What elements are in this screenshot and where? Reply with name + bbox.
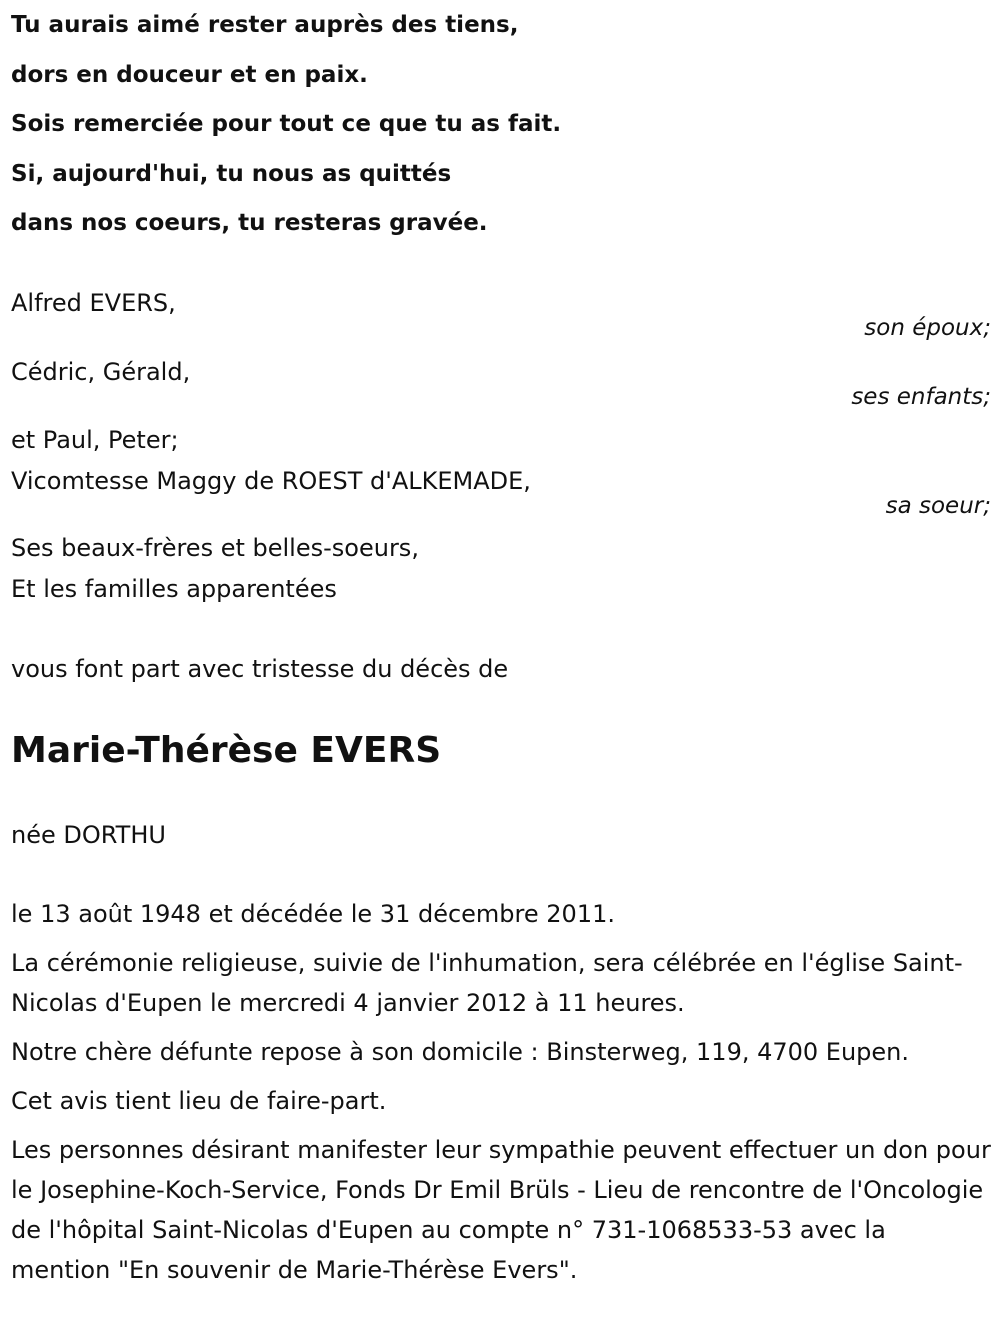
poem-line-4: Si, aujourd'hui, tu nous as quittés xyxy=(11,160,452,187)
ceremony-paragraph: La cérémonie religieuse, suivie de l'inhumation, sera célébrée en l'église Saint-Nicolas d'Eupen le mercredi 4 janvier 2012 à 11 heures. xyxy=(11,948,963,1017)
sister-role: sa soeur; xyxy=(885,492,991,519)
obituary-page xyxy=(11,0,991,1290)
maiden-name: née DORTHU xyxy=(11,820,166,849)
notice-paragraph: Cet avis tient lieu de faire-part. xyxy=(11,1086,387,1115)
domicile-paragraph: Notre chère défunte repose à son domicile : Binsterweg, 119, 4700 Eupen. xyxy=(11,1037,910,1066)
dates-paragraph: le 13 août 1948 et décédée le 31 décembre 2011. xyxy=(11,899,615,928)
sister-name: Vicomtesse Maggy de ROEST d'ALKEMADE, xyxy=(11,466,531,495)
spouse-role: son époux; xyxy=(864,314,991,341)
poem-line-3: Sois remerciée pour tout ce que tu as fait. xyxy=(11,111,562,137)
spouse-name: Alfred EVERS, xyxy=(11,288,176,317)
relatives: Et les familles apparentées xyxy=(11,574,337,603)
family-section xyxy=(11,283,991,610)
children-role: ses enfants; xyxy=(851,383,991,410)
poem-verse xyxy=(11,1,991,249)
poem-line-1: Tu aurais aimé rester auprès des tiens, xyxy=(11,12,519,38)
poem-line-5: dans nos coeurs, tu resteras gravée. xyxy=(11,210,488,236)
in-laws: Ses beaux-frères et belles-soeurs, xyxy=(11,533,419,562)
grandchildren-names: et Paul, Peter; xyxy=(11,425,179,454)
donation-paragraph: Les personnes désirant manifester leur sympathie peuvent effectuer un don pour le Josephine-Koch-Service, Fonds Dr Emil Brüls - Lieu de rencontre de l'Oncologie de l'hôpital Saint-Nicolas d'Eupen au compte n° 731-1068533-53 avec la mention "En souvenir de Marie-Thérèse Evers". xyxy=(11,1135,991,1284)
deceased-name: Marie-Thérèse EVERS xyxy=(11,729,442,771)
announcement-text: vous font part avec tristesse du décès de xyxy=(11,654,509,683)
poem-line-2: dors en douceur et en paix. xyxy=(11,61,368,88)
children-names: Cédric, Gérald, xyxy=(11,357,191,386)
